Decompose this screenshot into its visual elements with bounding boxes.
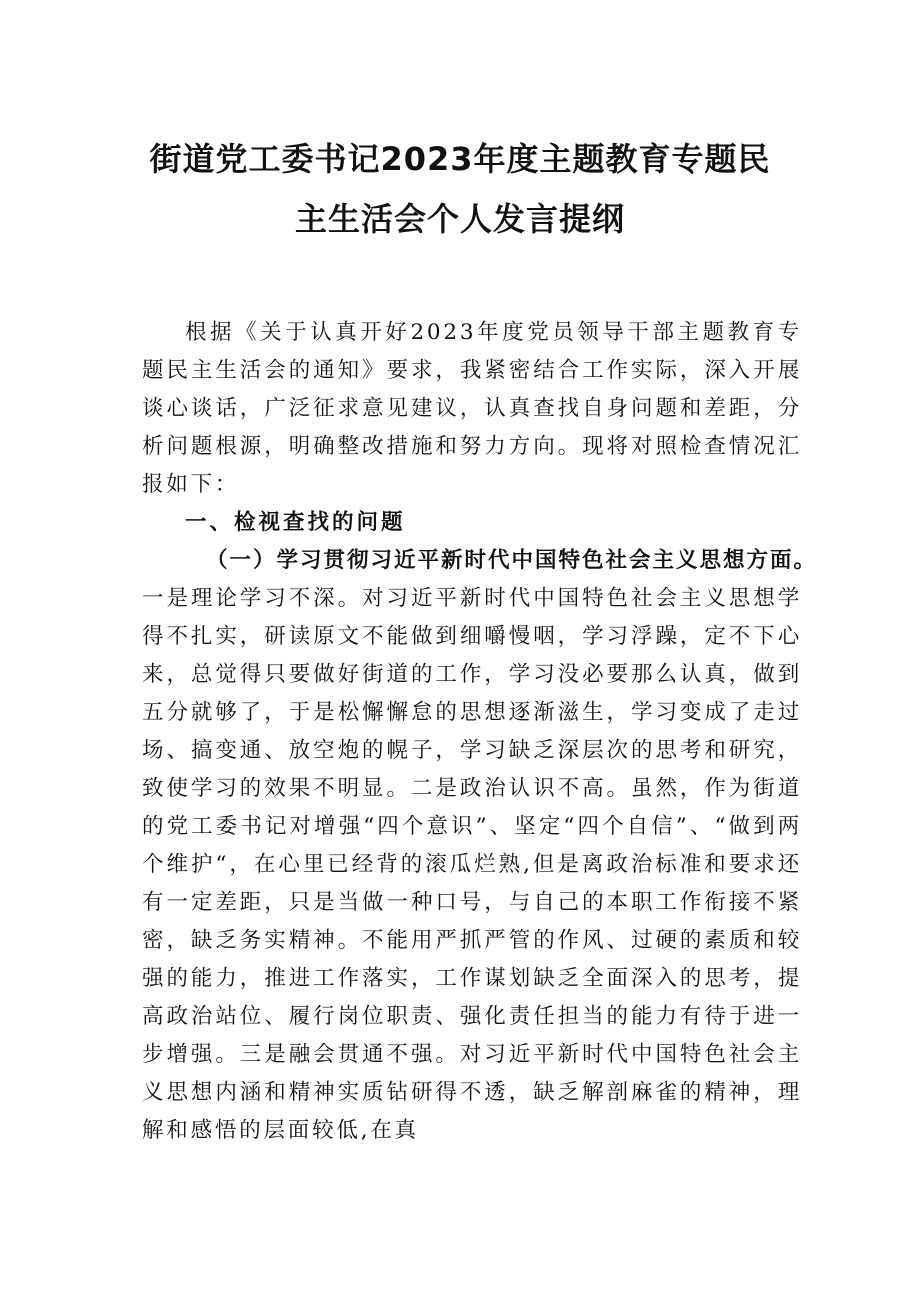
intro-paragraph: 根据《关于认真开好2023年度党员领导干部主题教育专题民主生活会的通知》要求，我紧密结合工作实际，深入开展谈心谈话，广泛征求意见建议，认真查找自身问题和差距，分析问题根源，明确整改措施和努力方向。现将对照检查情况汇报如下：: [142, 320, 802, 497]
subsection-heading-1: （一）学习贯彻习近平新时代中国特色社会主义思想方面。: [206, 548, 818, 573]
subsection-1-paragraph: 一是理论学习不深。对习近平新时代中国特色社会主义思想学得不扎实，研读原文不能做到细嚼慢咽，学习浮躁，定不下心来，总觉得只要做好街道的工作，学习没必要那么认真，做到五分就够了，于是松懈懈怠的思想逐渐滋生，学习变成了走过场、搞变通、放空炮的幌子，学习缺乏深层次的思考和研究，致使学习的效果不明显。二是政治认识不高。虽然，作为街道的党工委书记对增强“四个意识”、坚定“四个自信”、“做到两个维护“，在心里已经背的滚瓜烂熟,但是离政治标准和要求还有一定差距，只是当做一种口号，与自己的本职工作衔接不紧密，缺乏务实精神。不能用严抓严管的作风、过硬的素质和较强的能力，推进工作落实，工作谋划缺乏全面深入的思考，提高政治站位、履行岗位职责、强化责任担当的能力有待于进一步增强。三是融会贯通不强。对习近平新时代中国特色社会主义思想内涵和精神实质钻研得不透，缺乏解剖麻雀的精神，理解和感悟的层面较低,在真: [142, 586, 802, 1143]
document-title-line-2: 主生活会个人发言提纲: [294, 200, 625, 238]
document-title-line-1: 街道党工委书记2023年度主题教育专题民: [149, 140, 771, 178]
section-heading-1: 一、检视查找的问题: [185, 510, 406, 535]
document-body: [142, 314, 818, 1150]
